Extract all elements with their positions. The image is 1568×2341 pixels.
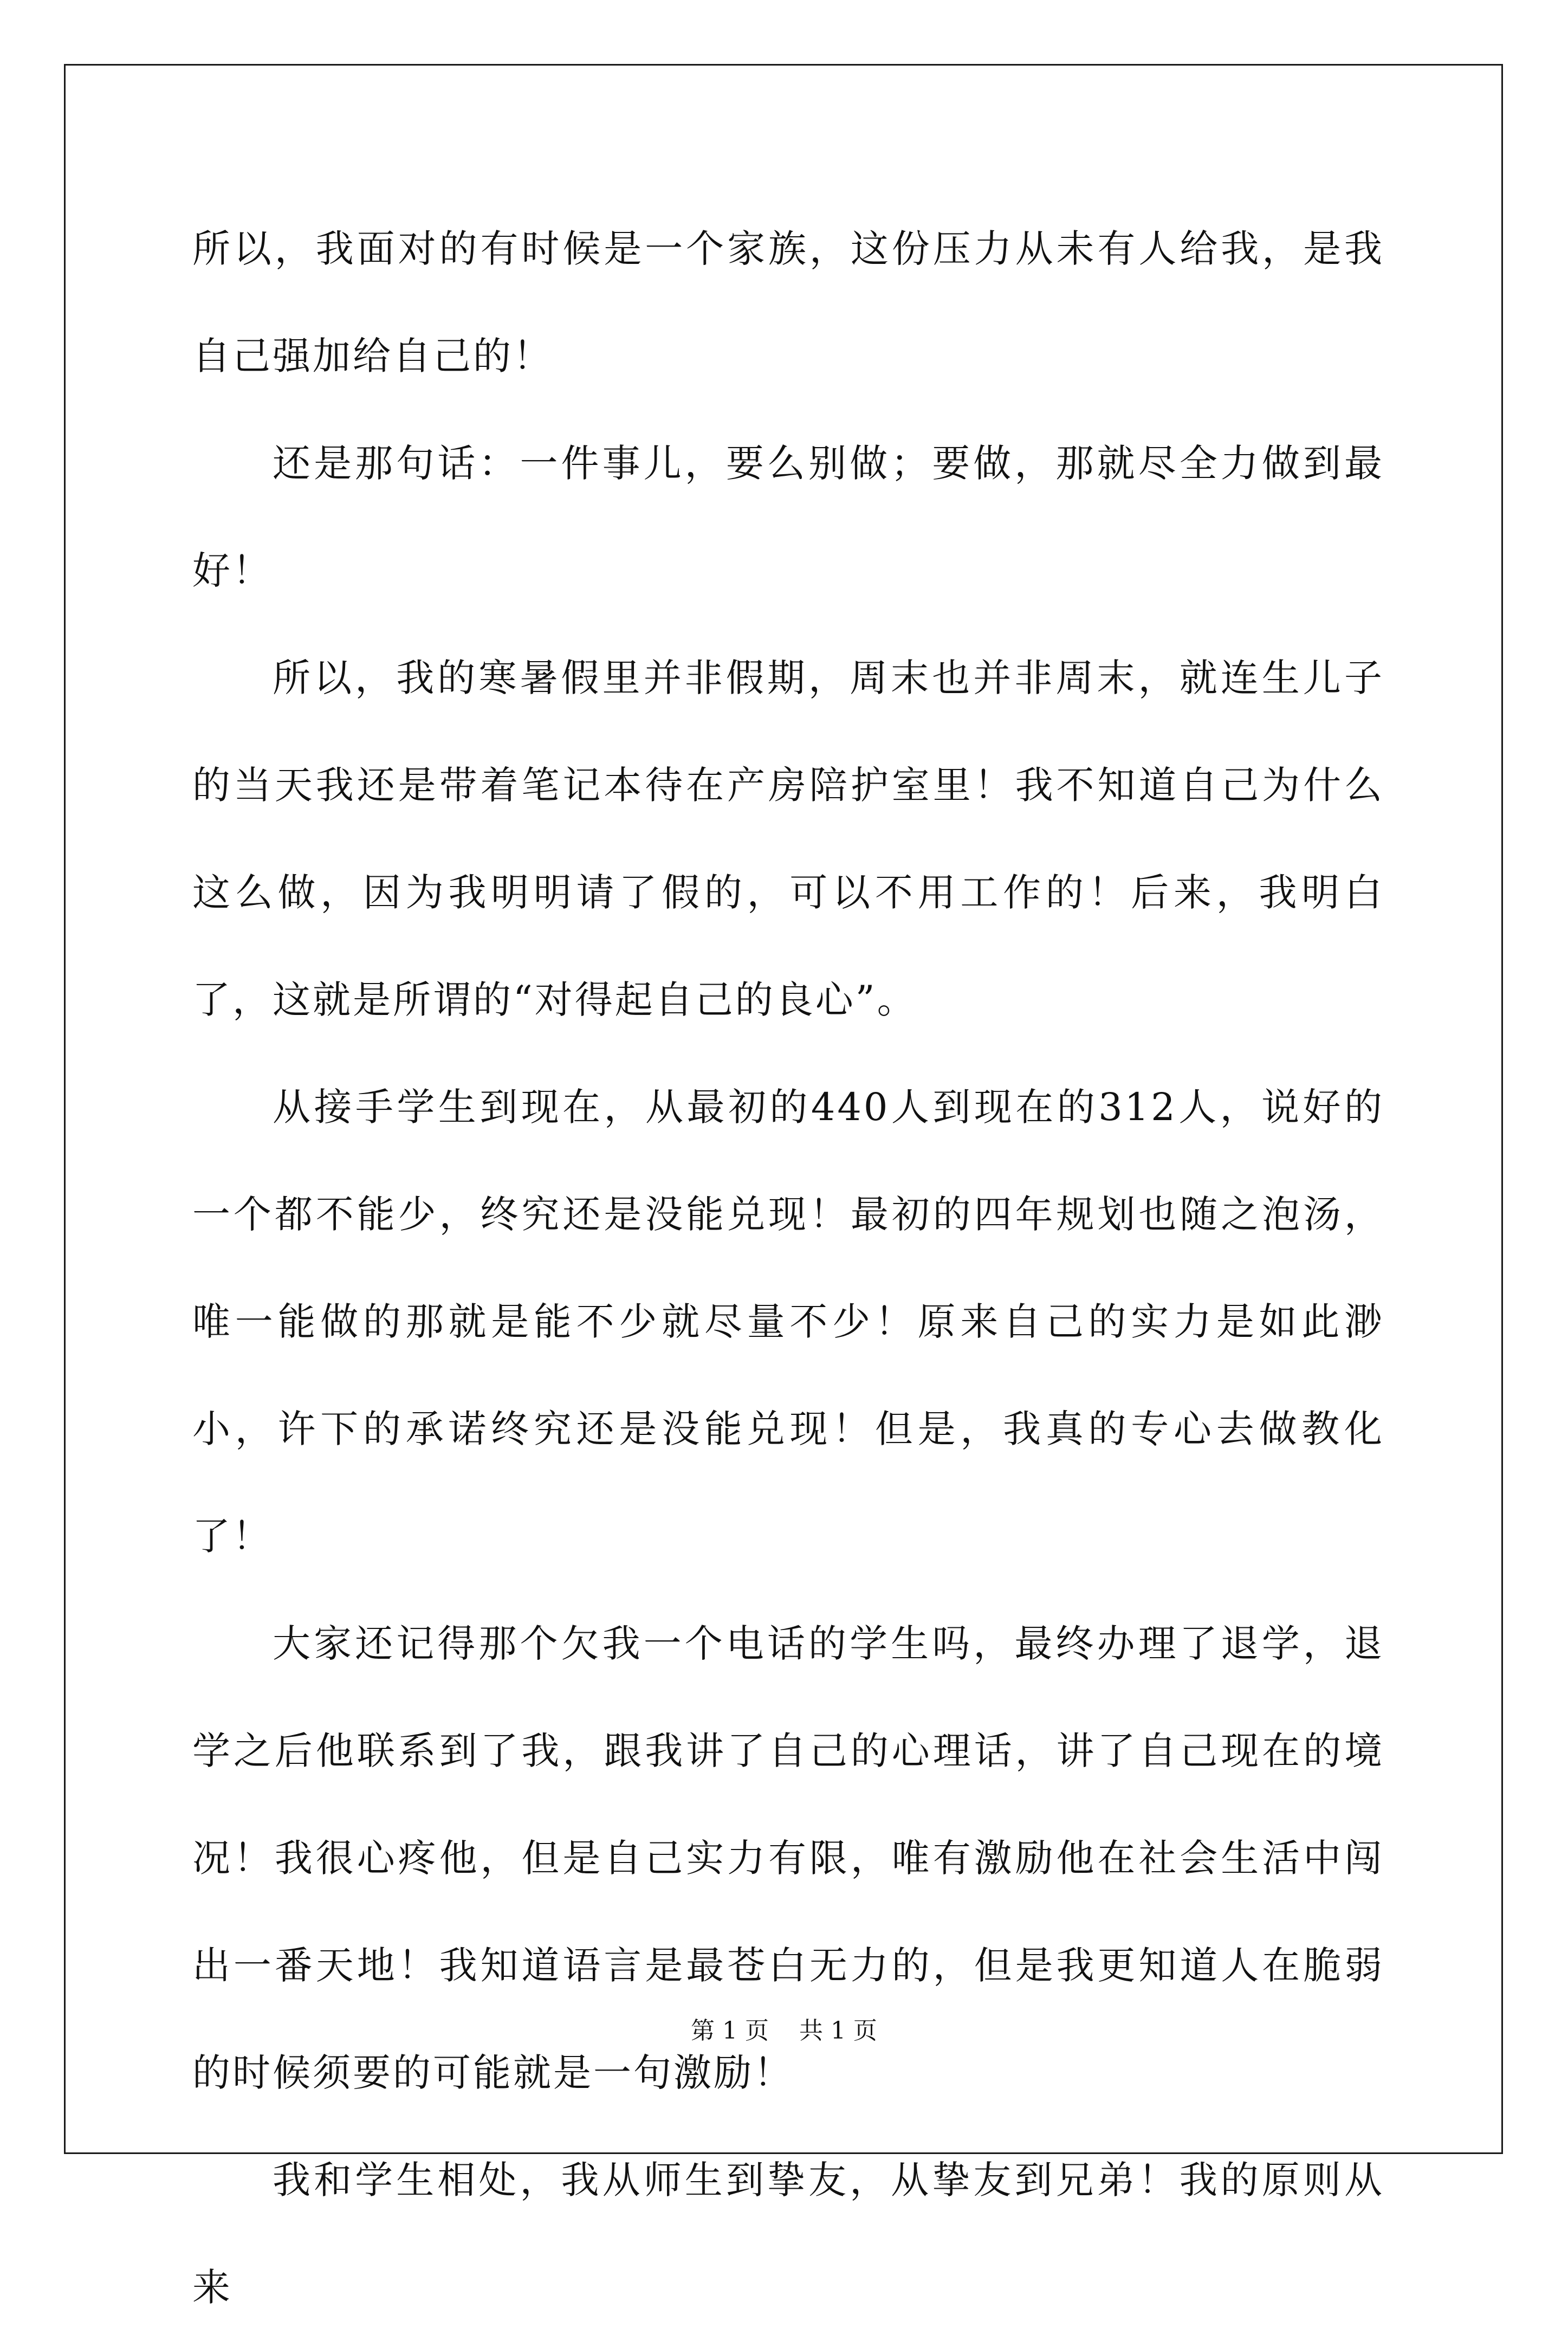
paragraph-4: 从接手学生到现在，从最初的440人到现在的312人，说好的一个都不能少，终究还是没能兑现！最初的四年规划也随之泡汤，唯一能做的那就是能不少就尽量不少！原来自己的实力是如此渺小，许下的承诺终究还是没能兑现！但是，我真的专心去做教化了！: [192, 1085, 1384, 1558]
paragraph-6: 我和学生相处，我从师生到挚友，从挚友到兄弟！我的原则从来: [192, 2158, 1384, 2310]
paragraph-1: 所以，我面对的有时候是一个家族，这份压力从未有人给我，是我自己强加给自己的！: [192, 227, 1384, 378]
page-footer: 第 1 页 共 1 页: [691, 2017, 877, 2045]
paragraph-3: 所以，我的寒暑假里并非假期，周末也并非周末，就连生儿子的当天我还是带着笔记本待在产房陪护室里！我不知道自己为什么这么做，因为我明明请了假的，可以不用工作的！后来，我明白了，这就是所谓的“对得起自己的良心”。: [192, 656, 1384, 1022]
paragraph-2: 还是那句话：一件事儿，要么别做；要做，那就尽全力做到最好！: [192, 441, 1384, 593]
paragraph-5: 大家还记得那个欠我一个电话的学生吗，最终办理了退学，退学之后他联系到了我，跟我讲了自己的心理话，讲了自己现在的境况！我很心疼他，但是自己实力有限，唯有激励他在社会生活中闯出一番天地！我知道语言是最苍白无力的，但是我更知道人在脆弱的时候须要的可能就是一句激励！: [192, 1621, 1384, 2095]
